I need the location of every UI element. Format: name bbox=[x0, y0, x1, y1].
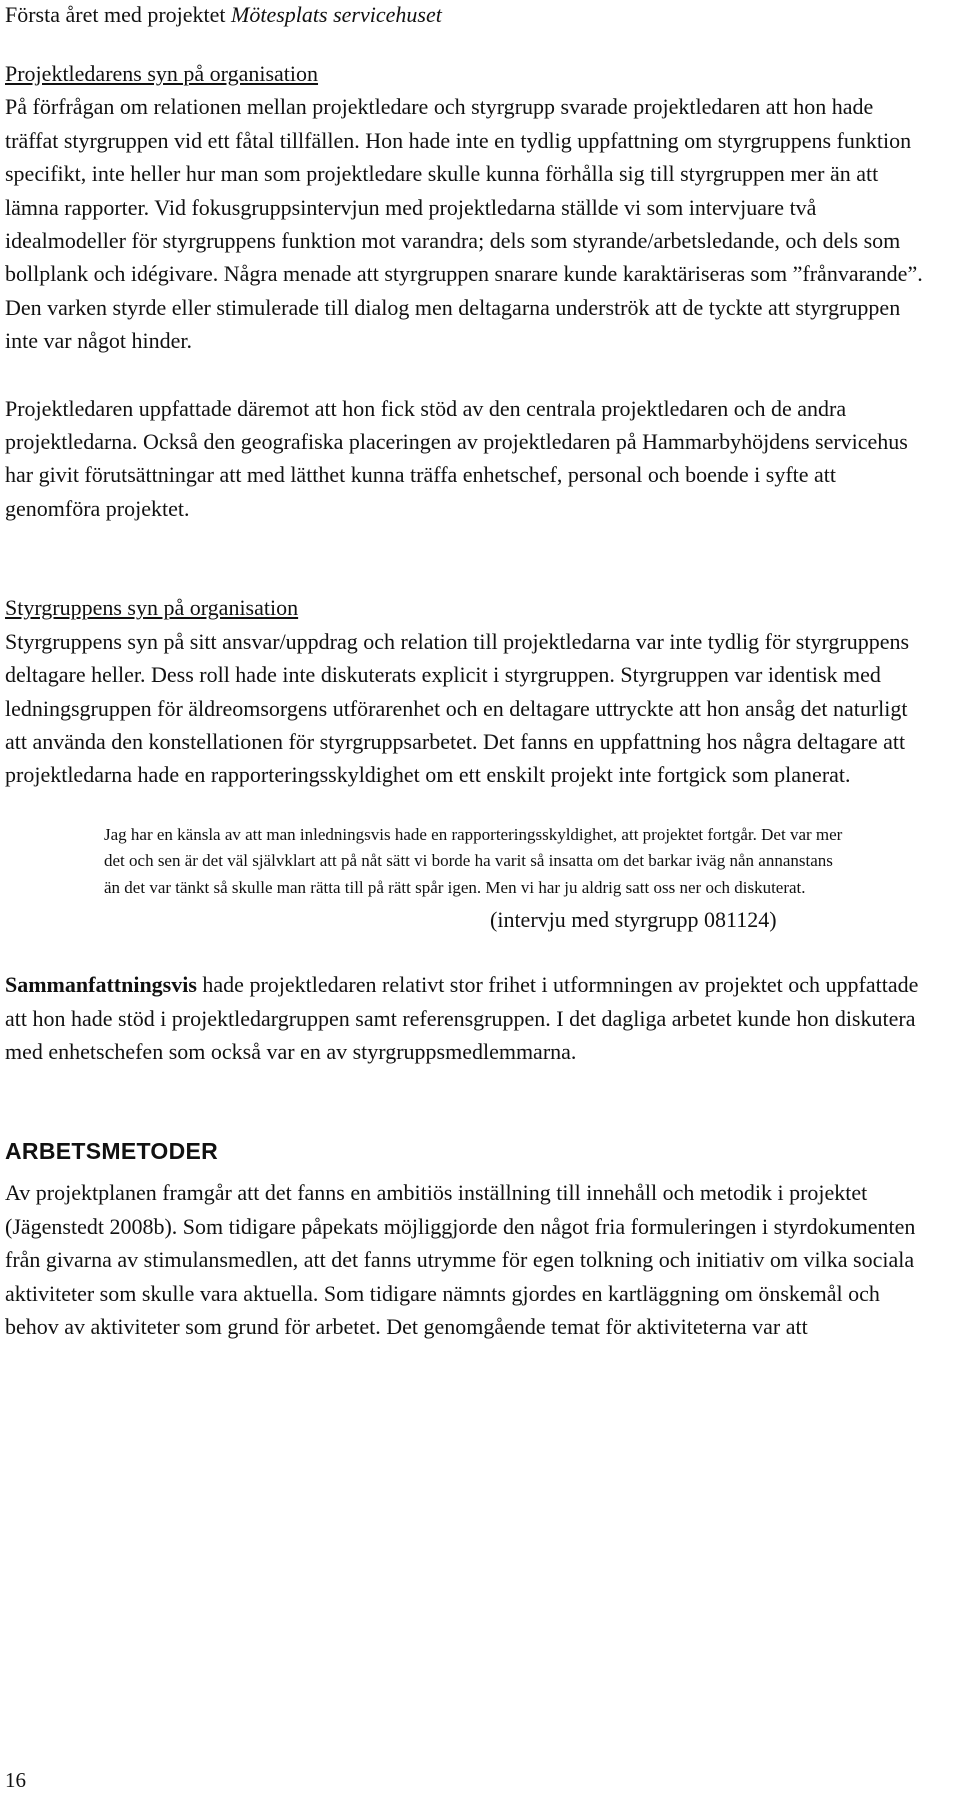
summary-paragraph bbox=[5, 968, 925, 1068]
quote-source: (intervju med styrgrupp 081124) bbox=[490, 907, 777, 933]
section-arbetsmetoder bbox=[5, 1134, 925, 1343]
section-styrgruppens-syn bbox=[5, 591, 925, 937]
paragraph: Styrgruppens syn på sitt ansvar/uppdrag och relation till projektledarna var inte tydlig för styrgruppens deltagare heller. Dess roll hade inte diskuterats explicit i styrgruppen. Styrgruppen var identisk med ledningsgruppen för äldreomsorgens utförarenhet och en deltagare uttryckte att hon ansåg det naturligt att använda den konstellationen för styrgruppsarbetet. Det fanns en uppfattning hos några deltagare att projektledarna hade en rapporteringsskyldighet om ett enskilt projekt inte fortgick som planerat. bbox=[5, 628, 910, 788]
section-projektledarens-syn bbox=[5, 57, 925, 525]
paragraph: Projektledaren uppfattade däremot att hon fick stöd av den centrala projektledaren och de andra projektledarna. Också den geografiska placeringen av projektledaren på Hammarbyhöjdens servicehus har givit förutsättningar att med lätthet kunna träffa enhetschef, personal och boende i syfte att genomföra projektet. bbox=[5, 395, 908, 521]
paragraph: På förfrågan om relationen mellan projektledare och styrgrupp svarade projektledaren att hon hade träffat styrgruppen vid ett fåtal tillfällen. Hon hade inte en tydlig uppfattning om styrgruppens funktion specifikt, inte heller hur man som projektledare skulle kunna förhålla sig till styrgruppen mer än att lämna rapporter. Vid fokusgruppsintervjun med projektledarna ställde vi som intervjuare två idealmodeller för styrgruppens funktion mot varandra; dels som styrande/arbetsledande, och dels som bollplank och idégivare. Några menade att styrgruppen snarare kunde karaktäriseras som ”frånvarande”. Den varken styrde eller stimulerade till dialog men deltagarna underströk att de tyckte att styrgruppen inte var något hinder. bbox=[5, 94, 923, 354]
summary-text: hade projektledaren relativt stor frihet i utformningen av projektet och uppfattade att hon hade stöd i projektledargruppen samt referensgruppen. I det dagliga arbetet kunde hon diskutera med enhetschefen som också var en av styrgruppsmedlemmarna. bbox=[5, 972, 919, 1065]
section-title: Projektledarens syn på organisation bbox=[5, 61, 319, 86]
running-header bbox=[5, 0, 925, 32]
interview-quote: Jag har en känsla av att man inledningsvis hade en rapporteringsskyldighet, att projektet fortgår. Det var mer det och sen är det väl självklart att på nåt sätt vi borde ha varit så insatta om det barkar iväg nån annanstans än det var tänkt så skulle man rätta till på rätt spår igen. Men vi har ju aldrig satt oss ner och diskuterat. bbox=[104, 824, 843, 897]
summary-lead: Sammanfattningsvis bbox=[5, 972, 197, 998]
section-title: Styrgruppens syn på organisation bbox=[5, 595, 299, 621]
header-prefix: Första året med projektet bbox=[5, 2, 232, 27]
document-page bbox=[5, 0, 925, 1343]
page-number: 16 bbox=[5, 1768, 26, 1792]
section-heading: ARBETSMETODER bbox=[5, 1138, 219, 1165]
paragraph: Av projektplanen framgår att det fanns en ambitiös inställning till innehåll och metodik i projektet (Jägenstedt 2008b). Som tidigare påpekats möjliggjorde den något fria formuleringen i styrdokumenten från givarna av stimulansmedlen, att det fanns utrymme för egen tolkning och initiativ om vilka sociala aktiviteter som skulle vara aktuella. Som tidigare nämnts gjordes en kartläggning om önskemål och behov av aktiviteter som grund för arbetet. Det genomgående temat för aktiviteterna var att bbox=[5, 1180, 916, 1340]
header-project-name: Mötesplats servicehuset bbox=[231, 2, 442, 27]
